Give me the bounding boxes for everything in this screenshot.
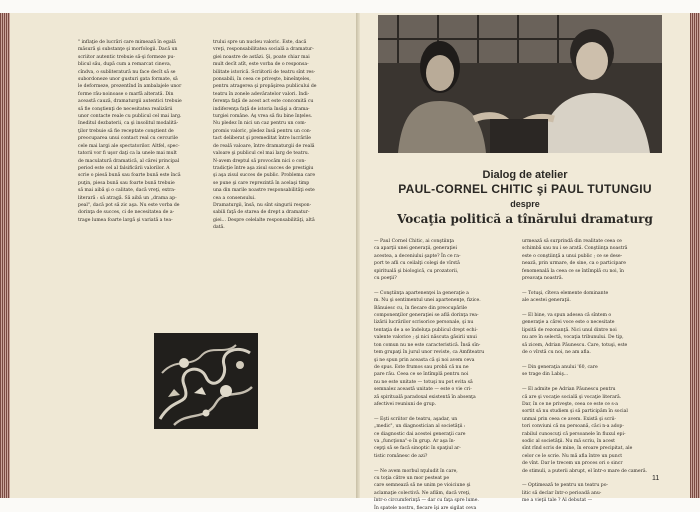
right-page xyxy=(360,13,690,511)
photo-two-men xyxy=(378,15,662,153)
right-column-2: urmează să surprindă din realitate ceea ce schimbă sau nu i se arată. Conştiinţa noastră este o conştiinţă a unui public ; ce se dese- nează, prin urmare, de sine, ca o participare fenomenală la ceea ce se întîmplă cu noi, în preavaţa noastră. — Totuşi, cîteva elemente dominante ale acestei generaţii. — El bine, va spun adesea că sîntem o generaţie a cărei voce este o necesitate lipsită de rezonanţă. Nici unul dintre noi nu are în selectă, vocaţia tribunului. De tip, să zicem, Adrian Păunescu. Care, totuşi, este de o vîrstă cu noi, ne am afla. — Din generaţia anului '60, care se trage din Labiş... — El admite pe Adrian Păunescu pentru că are şi vocaţie socială şi vocaţie literară. Dar, în ce ne priveşte, ceea ce este ce s-a sortit să nu studiem şi să participăm în social unmai prin ceea ce avem. Există şi scrii- tori conviuni că nu persoană, căci n-a adop- rabilul cunoscuţi că persoanele în fluxul epi- sodic al societăţii. Nu mă scriu, în acest sînt rînd scris de mine, în eroare precipitat, ale celor ce le scrie. Nu mă afla între un punct de vînt. Dar le trecem un proces ori o sincr de stimuli, a puterii abrupt, el într-o mare de cameră. — Optimează te pentru un teatru po- litic să declar într-o perioadă anu- me a vieţii tale ? Al debutat — xyxy=(522,239,648,504)
despre-word: despre xyxy=(510,199,540,209)
left-column-2: trului spre un nucleu valoric. Este, dacă vreţi, responsabilitatea socială a dramatur- giei noastre de astăzi. Şi, poate chiar mai mult decît atît, este vorba de o responsa- bilitate istorică. Scriitorii de teatru sînt res- ponsabili, în ceea ce priveşte, bineînţeles, pentru atragerea şi propăşirea publicului de teatru în zonele adevăratelor valori. Indi- ferenţa faţă de acest act este concomită cu indiferenţa faţă de istoria însăşi a drama- turgiei române. Aş vrea să fiu bine înţeles. Nu pledez în nici un caz pentru un com- promis valoric, pledez însă pentru un con- tact deliberat şi premeditat între lucrările de reală valoare, între dramaturgii de reală valoare şi publicul cel mai larg de teatru. N-avem dreptul să provocăm nici o con- tradicţie între aşa zisul succes de prestigiu şi aşa zisul succes de public. Problema care se pune şi care reprezintă în acelaşi timp una din marile noastre responsabilităţi este cea a consensului. Dramaturgii, însă, nu sînt singurii respon- sabili faţă de starea de drept a dramatur- giei... Despre celelalte responsabilităţi, altă dată. xyxy=(213,40,317,231)
article-subtitle: Vocaţia politică a tînărului dramaturg xyxy=(397,212,653,226)
left-column-1: " inflaţie de lucrări care mimează în egală măsură şi substanţe şi morfologii. Dacă un scriitor autentic trebuie să-şi formeze pu- blicul său, după cum a remarcat cineva, cîndva, o subliteratură nu face decît să se subordoneze unor gusturi gata formate, să le deformeze, prezentînd în ambalajele unor forme rău·noinoase o marfă alterată. Din această cauză, dramaturgii autentici trebuie să fie conştienţi de necesitatea realizării unor contacte reale cu publicul cel mai larg. Ineditul dezbaterii, ca şi insolitul modalită- ţilor trebuie să fie receptate conştient de preocuparea unui contact real cu cercurile cele mai largi ale spectatorilor. Altfel, spec- tatorii vor fi uşor daţi ca la unele mai mult de maculatură dramatică, al cărei principal period este cel al falsificării valorilor. A scrie o piesă bună sau foarte bună este încă puţin, piesa bună sau foarte bună trebuie să mai aibă şi o calitate, dacă vreţi, extra- literară : să atragă. Să aibă un „drama ap- peal", dacă pot să zic aşa. Nu este vorba de dorinţa de succes, ci de necesitatea de a- trage lumea foarte largă şi variată a tea- xyxy=(78,40,182,223)
right-column-1: — Paul Cornel Chitic, ai conştiinţa ca aparţii unei generaţii, generaţiei acestea, a deceniului şapte? În ce ra- port te afli cu ceilalţi colegi de vîrstă spirituală şi biologică, cu prozatorii, cu poeţii? — Conştiinţa apartenenţei la generaţie a m. Nu şi sentimentul unei apartenenţe, fizice. Bănuiesc cu, în fiecare din preocupările componenţilor generaţiei se află dorinţa rea- lizării lucrărilor scrisorice personale, şi nu tentaţia de a se îndeluţa publicul drept echi- valente valorice ; şi nici născuta găsirii unui ton comun nu ne este caracteristică. Însă sîn- tem grupaţi în jurul unor reviste, ca Amfiteatru şi ne spun prin aceasta că şi noi avem ceva de spus. Este frumos sau probă că nu ne pare rău. Ceea ce se întîmplă pentru noi nu ne este unitate — totuşi nu pot evita să semnalez această unitate — este o vie cri- ză spirituală paradoxal existentă în absenţa afectivei reuniuni de grup. — Eşti scriitor de teatru, aşadar, un „medic", un diagnostician al societăţii : ce diagnostic dai acestei generaţii care va „funcţiona"-o în grup. Ar aşa în- cepţi să se facă sinoptic în spaţiul ar- tistic românesc de azi? — Ne avem morbul nţuludit în care, cu toţia către un mor pesteat pe care semnează să ne unim pe vioiciune şi aclamaţie colectivă. Ne aflăm, dacă vreţi, într-o circumferinţă — dar cu faţa spre lume. În spatele nostru, fiecare îşi are sigilat ceva xyxy=(374,239,485,511)
interviewee-names: PAUL-CORNEL CHITIC şi PAUL TUTUNGIU xyxy=(398,182,652,196)
photo-drawing xyxy=(378,15,662,153)
left-page xyxy=(10,13,360,498)
ornament-image xyxy=(154,333,258,429)
header-line: Dialog de atelier xyxy=(482,169,568,181)
page-number: 11 xyxy=(652,475,660,482)
